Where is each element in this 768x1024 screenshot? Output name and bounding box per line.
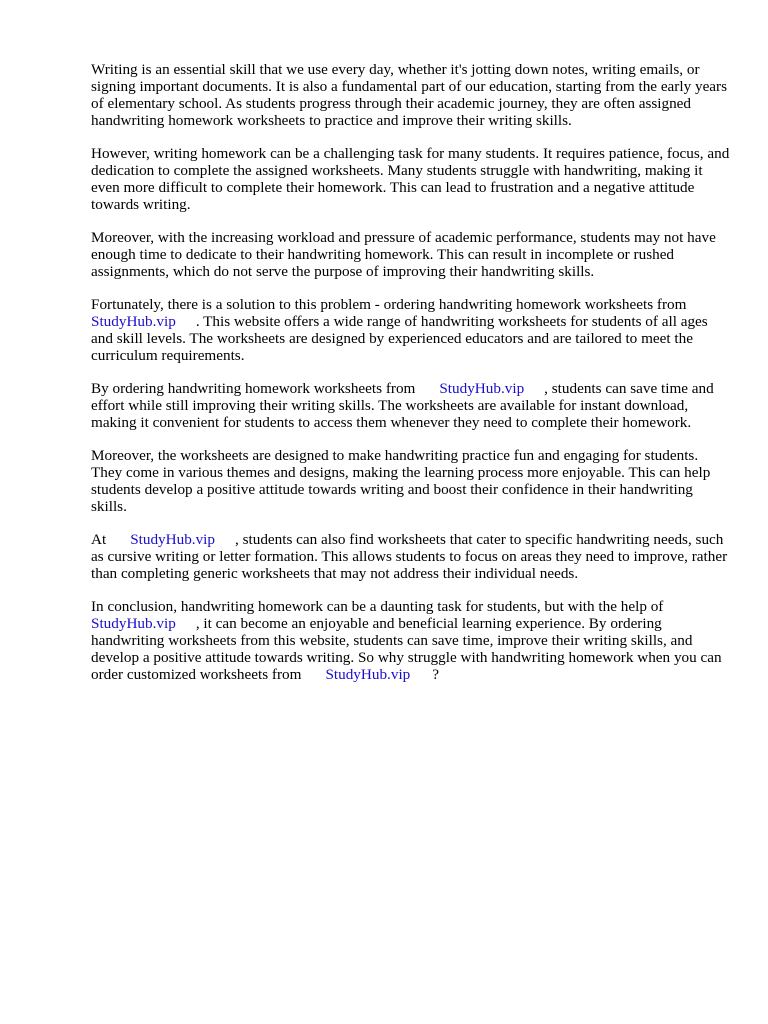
paragraph-conclusion-text-start: In conclusion, handwriting homework can be a daunting task for students, but with the help of [91, 598, 664, 615]
paragraph-ordering-text-start: By ordering handwriting homework worksheets from [91, 380, 416, 397]
paragraph-solution-text-start: Fortunately, there is a solution to this problem - ordering handwriting homework worksheets from [91, 296, 687, 313]
studyhub-link[interactable]: StudyHub.vip [91, 615, 176, 632]
paragraph-specific-needs-text-start: At [91, 531, 107, 548]
document-body [91, 61, 731, 699]
paragraph-intro: Writing is an essential skill that we use every day, whether it's jotting down notes, writing emails, or signing important documents. It is also a fundamental part of our education, starting from the early years of elementary school. As students progress through their academic journey, they are often assigned handwriting homework worksheets to practice and improve their writing skills. [91, 61, 728, 129]
paragraph-specific-needs-text-end: , students can also find worksheets that cater to specific handwriting needs, such as cursive writing or letter formation. This allows students to focus on areas they need to improve, rather than completing generic worksheets that may not address their individual needs. [91, 531, 728, 582]
paragraph-conclusion [91, 598, 731, 683]
paragraph-conclusion-text-end: ? [432, 666, 440, 683]
paragraph-challenge: However, writing homework can be a challenging task for many students. It requires patience, focus, and dedication to complete the assigned worksheets. Many students struggle with handwriting, making it even more difficult to complete their homework. This can lead to frustration and a negative attitude towards writing. [91, 145, 730, 213]
studyhub-link[interactable]: StudyHub.vip [130, 531, 215, 548]
studyhub-link[interactable]: StudyHub.vip [439, 380, 525, 397]
studyhub-link[interactable]: StudyHub.vip [325, 666, 411, 683]
paragraph-workload: Moreover, with the increasing workload and pressure of academic performance, students may not have enough time to dedicate to their handwriting homework. This can result in incomplete or rushed assignments, which do not serve the purpose of improving their handwriting skills. [91, 229, 716, 280]
paragraph-ordering-text-end: , students can save time and effort while still improving their writing skills. The worksheets are available for instant download, making it convenient for students to access them whenever they need to complete their homework. [91, 380, 714, 431]
studyhub-link[interactable]: StudyHub.vip [91, 313, 176, 330]
paragraph-solution-text-end: . This website offers a wide range of handwriting worksheets for students of all ages and skill levels. The worksheets are designed by experienced educators and are tailored to meet the curriculum requirements. [91, 313, 708, 364]
paragraph-conclusion-text-middle: , it can become an enjoyable and beneficial learning experience. By ordering handwriting worksheets from this website, students can save time, improve their writing skills, and develop a positive attitude towards writing. So why struggle with handwriting homework when you can order customized worksheets from [91, 615, 722, 683]
paragraph-specific-needs [91, 531, 731, 582]
paragraph-engaging: Moreover, the worksheets are designed to make handwriting practice fun and engaging for students. They come in various themes and designs, making the learning process more enjoyable. This can help students develop a positive attitude towards writing and boost their confidence in their handwriting skills. [91, 447, 711, 515]
paragraph-ordering [91, 380, 731, 431]
paragraph-solution [91, 296, 731, 364]
